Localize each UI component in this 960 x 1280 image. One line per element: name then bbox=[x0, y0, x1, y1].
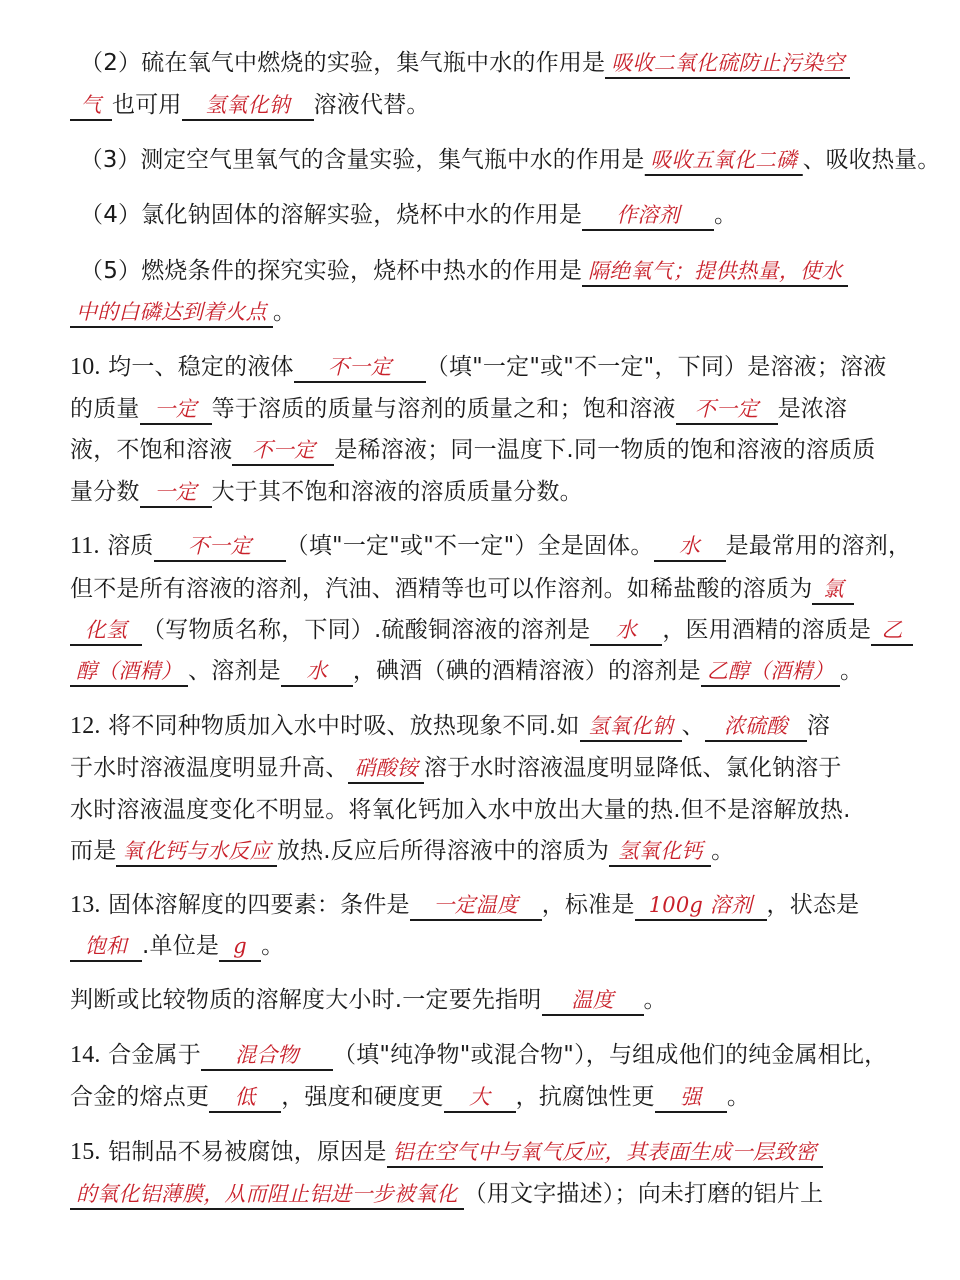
q12-text-6: 水时溶液温度变化不明显。将氧化钙加入水中放出大量的热.但不是溶解放热. bbox=[70, 797, 851, 823]
q10-text-6: 液，不饱和溶液 bbox=[70, 437, 233, 463]
q11-line3 bbox=[70, 615, 913, 646]
q11-text-5: （写物质名称，下同）.硫酸铜溶液的溶剂是 bbox=[142, 617, 591, 643]
q10-answer-2: 一定 bbox=[140, 395, 212, 425]
q14-text-1: 合金属于 bbox=[108, 1042, 201, 1068]
q15-text-1: 铝制品不易被腐蚀，原因是 bbox=[108, 1139, 387, 1165]
q13-answer-3: 饱和 bbox=[70, 932, 142, 962]
q12-text-8: 放热.反应后所得溶液中的溶质为 bbox=[276, 838, 610, 864]
q11-text-8: ，碘酒（碘的酒精溶液）的溶剂是 bbox=[352, 658, 701, 684]
q9-p5-line1 bbox=[80, 256, 848, 287]
q10-text-8: 量分数 bbox=[70, 479, 140, 505]
q9-p4-line1 bbox=[80, 200, 737, 231]
q9-p5-text-2: 。 bbox=[272, 299, 297, 325]
q12-line3 bbox=[70, 795, 851, 825]
q13-text-1: 固体溶解度的四要素：条件是 bbox=[108, 892, 410, 918]
q10-text-2: （填"一定"或"不一定"，下同）是溶液；溶液 bbox=[425, 354, 887, 380]
q13-answer-4: g bbox=[219, 932, 261, 962]
q12-text-7: 而是 bbox=[70, 838, 117, 864]
q10-line1 bbox=[70, 352, 886, 383]
q10-text-3: 的质量 bbox=[70, 396, 140, 422]
q15-line2 bbox=[70, 1179, 823, 1210]
q14-text-6: 。 bbox=[726, 1084, 751, 1110]
q10-line4 bbox=[70, 477, 583, 508]
q12-text-3: 溶 bbox=[806, 713, 831, 739]
q13-text-6: 判断或比较物质的溶解度大小时.一定要先指明 bbox=[70, 987, 542, 1013]
q11-answer-1: 不一定 bbox=[154, 532, 286, 562]
q11-answer-6: 水 bbox=[281, 657, 353, 687]
q12-answer-5: 氢氧化钙 bbox=[609, 837, 711, 867]
q10-line3 bbox=[70, 435, 876, 466]
q9-p5-answer-1-cont: 中的白磷达到着火点 bbox=[70, 298, 273, 328]
q9-p2-text-2: 也可用 bbox=[112, 92, 182, 118]
q9-p4-text: （4）氯化钠固体的溶解实验，烧杯中水的作用是 bbox=[80, 202, 583, 228]
q12-number: 12. bbox=[70, 713, 101, 739]
q13-text-5: 。 bbox=[261, 933, 285, 959]
q10-text-1: 均一、稳定的液体 bbox=[108, 354, 294, 380]
q13-text-2: ，标准是 bbox=[541, 892, 635, 918]
q13-answer-5: 温度 bbox=[542, 986, 644, 1016]
q13-text-3: ，状态是 bbox=[766, 892, 860, 918]
q9-p4-answer-1: 作溶剂 bbox=[582, 201, 714, 231]
q11-text-7: 、溶剂是 bbox=[188, 658, 281, 684]
q13-answer-2: 100g 溶剂 bbox=[635, 891, 767, 921]
q10-text-7: 是稀溶液；同一温度下.同一物质的饱和溶液的溶质质 bbox=[334, 437, 876, 463]
q11-number: 11. bbox=[70, 533, 100, 559]
q9-p3-line1 bbox=[80, 145, 940, 176]
q10-text-5: 是浓溶 bbox=[777, 396, 848, 422]
q9-p2-line2 bbox=[70, 90, 430, 121]
q11-line1 bbox=[70, 531, 911, 562]
q12-line2 bbox=[70, 753, 842, 784]
q10-text-4: 等于溶质的质量与溶剂的质量之和；饱和溶液 bbox=[211, 396, 676, 422]
q12-line1 bbox=[70, 711, 830, 742]
q15-answer-1-cont: 的氧化铝薄膜，从而阻止铝进一步被氧化 bbox=[70, 1180, 464, 1210]
q15-line1 bbox=[70, 1137, 823, 1168]
q14-text-3: 合金的熔点更 bbox=[70, 1084, 210, 1110]
q11-answer-7: 乙醇（酒精） bbox=[701, 657, 840, 687]
q14-number: 14. bbox=[70, 1042, 101, 1068]
q13-number: 13. bbox=[70, 892, 101, 918]
q14-text-5: ，抗腐蚀性更 bbox=[515, 1084, 655, 1110]
q11-text-1: 溶质 bbox=[107, 533, 154, 559]
q13-answer-1: 一定温度 bbox=[410, 891, 542, 921]
q10-answer-5: 一定 bbox=[140, 478, 212, 508]
q9-p5-text: （5）燃烧条件的探究实验，烧杯中热水的作用是 bbox=[80, 258, 583, 284]
q9-p2-answer-2: 氢氧化钠 bbox=[182, 91, 314, 121]
q12-answer-2: 浓硫酸 bbox=[705, 712, 807, 742]
q12-text-9: 。 bbox=[711, 838, 735, 864]
q10-answer-1: 不一定 bbox=[294, 353, 426, 383]
q11-answer-3-cont: 化氢 bbox=[70, 616, 142, 646]
q13-text-7: 。 bbox=[643, 987, 667, 1013]
q11-answer-5-cont: 醇（酒精） bbox=[70, 657, 188, 687]
q11-line2 bbox=[70, 574, 854, 605]
q12-text-2: 、 bbox=[681, 713, 705, 739]
q14-text-2: （填"纯净物"或混合物"），与组成他们的纯金属相比， bbox=[332, 1042, 888, 1068]
q10-text-9: 大于其不饱和溶液的溶质质量分数。 bbox=[211, 479, 583, 505]
q9-p5-line2 bbox=[70, 297, 296, 328]
q9-p2-answer-1-cont: 气 bbox=[70, 91, 112, 121]
q9-p2-text-3: 溶液代替。 bbox=[313, 92, 430, 118]
q14-answer-3: 大 bbox=[444, 1083, 516, 1113]
q9-p4-text-2: 。 bbox=[714, 202, 738, 228]
q13-text-4: .单位是 bbox=[142, 933, 220, 959]
q11-line4 bbox=[70, 656, 863, 687]
q9-p3-text: （3）测定空气里氧气的含量实验，集气瓶中水的作用是 bbox=[80, 147, 645, 173]
q14-answer-1: 混合物 bbox=[201, 1041, 333, 1071]
q11-text-2: （填"一定"或"不一定"）全是固体。 bbox=[285, 533, 654, 559]
q9-p3-text-2: 、吸收热量。 bbox=[802, 147, 941, 173]
q10-answer-4: 不一定 bbox=[232, 436, 334, 466]
q13-line1 bbox=[70, 890, 859, 921]
q9-p3-answer-1: 吸收五氧化二磷 bbox=[644, 146, 802, 176]
q15-answer-1: 铝在空气中与氧气反应，其表面生成一层致密 bbox=[387, 1138, 823, 1168]
q9-p5-answer-1: 隔绝氧气；提供热量，使水 bbox=[582, 257, 848, 287]
q13-line3 bbox=[70, 985, 667, 1016]
q11-answer-3: 氯 bbox=[812, 575, 854, 605]
q10-answer-3: 不一定 bbox=[676, 395, 778, 425]
q11-answer-2: 水 bbox=[654, 532, 726, 562]
q11-text-9: 。 bbox=[840, 658, 864, 684]
q9-p2-answer-1: 吸收二氧化硫防止污染空 bbox=[605, 49, 850, 79]
q11-text-4: 但不是所有溶液的溶剂，汽油、酒精等也可以作溶剂。如稀盐酸的溶质为 bbox=[70, 576, 813, 602]
q12-text-5: 溶于水时溶液温度明显降低、氯化钠溶于 bbox=[424, 755, 842, 781]
q12-answer-1: 氢氧化钠 bbox=[580, 712, 682, 742]
q12-text-1: 将不同种物质加入水中时吸、放热现象不同.如 bbox=[108, 713, 580, 739]
q13-line2 bbox=[70, 931, 284, 962]
q9-p2-line1 bbox=[80, 48, 850, 79]
q14-line1 bbox=[70, 1040, 887, 1071]
q15-number: 15. bbox=[70, 1139, 101, 1165]
q12-text-4: 于水时溶液温度明显升高、 bbox=[70, 755, 349, 781]
q12-line4 bbox=[70, 836, 734, 867]
q14-line2 bbox=[70, 1082, 750, 1113]
q15-text-2: （用文字描述）；向未打磨的铝片上 bbox=[463, 1181, 824, 1207]
q14-answer-4: 强 bbox=[655, 1083, 727, 1113]
q10-line2 bbox=[70, 394, 847, 425]
q11-text-3: 是最常用的溶剂， bbox=[725, 533, 912, 559]
q10-number: 10. bbox=[70, 354, 101, 380]
q11-answer-4: 水 bbox=[590, 616, 662, 646]
q9-p2-text: （2）硫在氧气中燃烧的实验，集气瓶中水的作用是 bbox=[80, 50, 606, 76]
q14-answer-2: 低 bbox=[209, 1083, 281, 1113]
q12-answer-4: 氧化钙与水反应 bbox=[116, 837, 276, 867]
q11-answer-5: 乙 bbox=[871, 616, 913, 646]
q11-text-6: ，医用酒精的溶质是 bbox=[662, 617, 872, 643]
q12-answer-3: 硝酸铵 bbox=[348, 754, 424, 784]
q14-text-4: ，强度和硬度更 bbox=[281, 1084, 444, 1110]
